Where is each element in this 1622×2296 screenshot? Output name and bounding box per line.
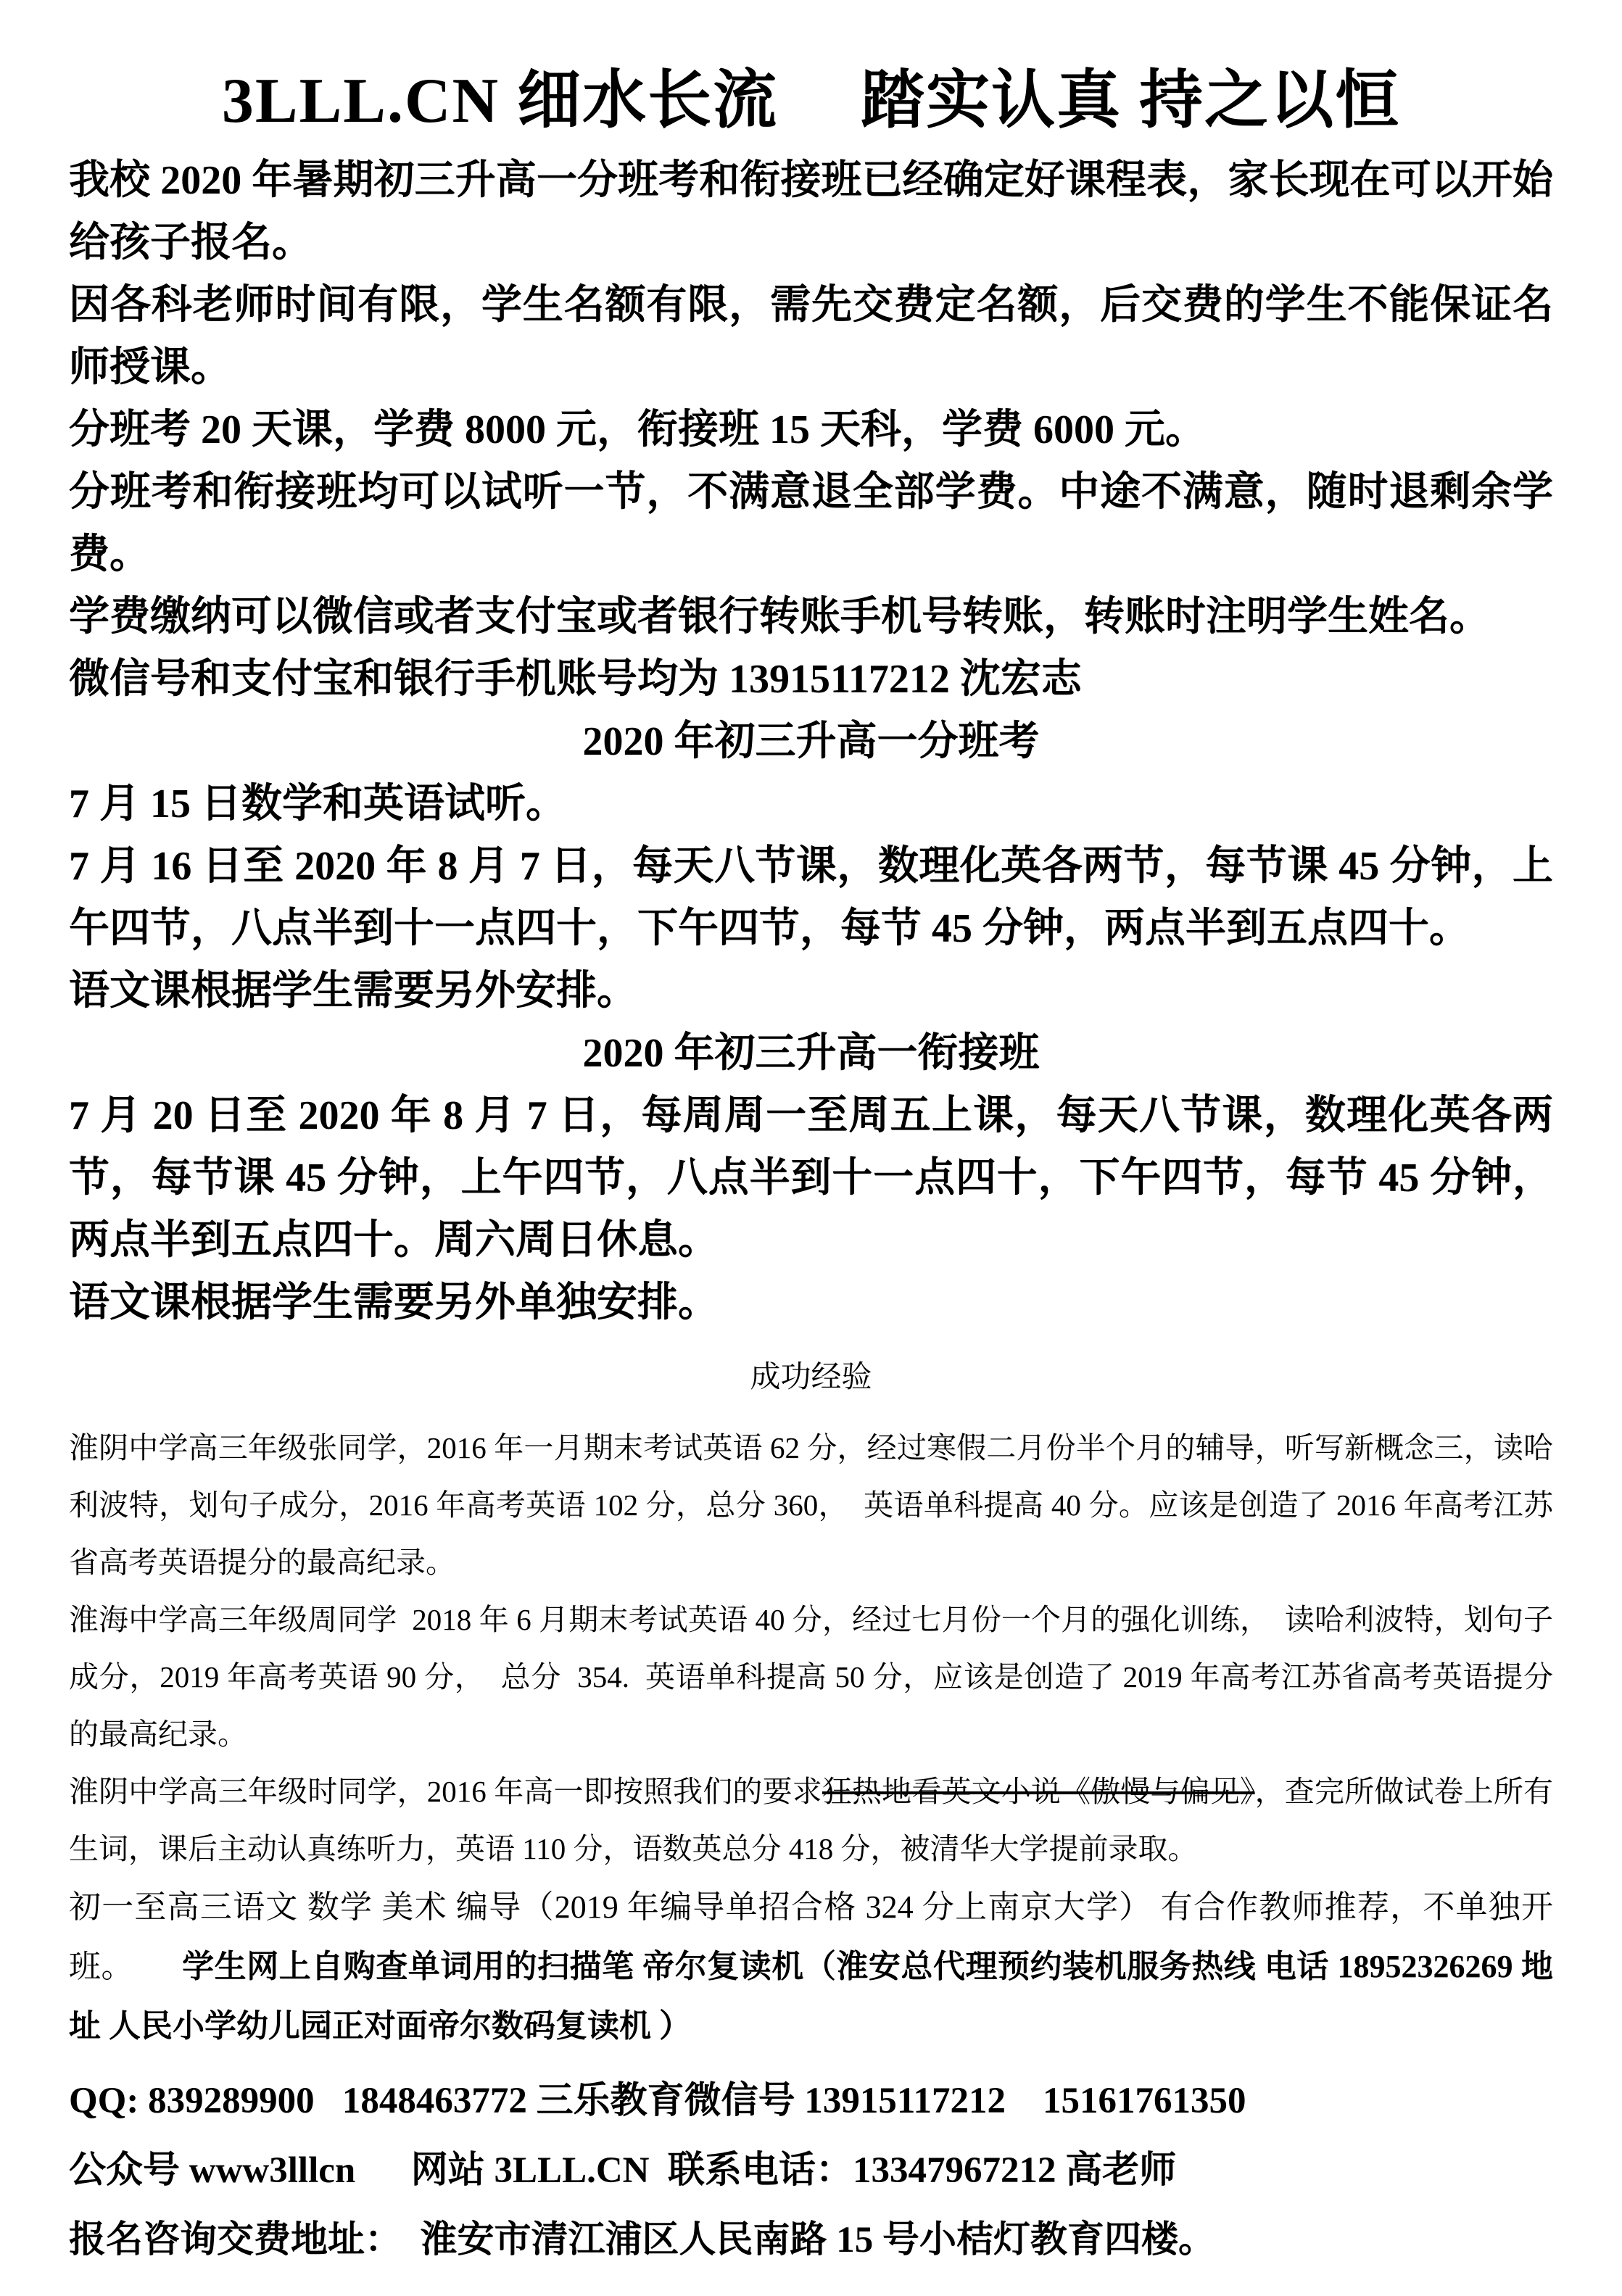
text-run: 初一至高三语文 数学 美术 编导（2019 年编导单招合格 324 分上南京大学） 有合作教师推荐，不单独开班。 [69,1889,1553,1984]
bold-text-run: QQ: 839289900 1848463772 [69,2081,537,2121]
text-run: 淮阴中学高三年级张同学，2016 年一月期末考试英语 62 分，经过寒假二月份半个月的辅导，听写新概念三，读哈利波特，划句子成分，2016 年高考英语 102 分，总分 360， 英语单科提高 40 分。应该是创造了 2016 年高考江苏省高考英语提分的最高纪录。 [69,1431,1553,1579]
intro-paragraph: 学费缴纳可以微信或者支付宝或者银行转账手机号转账，转账时注明学生姓名。 [69,594,1490,639]
text-run: 淮海中学高三年级周同学 2018 年 6 月期末考试英语 40 分，经过七月份一个月的强化训练， 读哈利波特，划句子成分，2019 年高考英语 90 分， 总分 354. 英语单科提高 50 分，应该是创造了 2019 年高考江苏省高考英语提分的最高纪录。 [69,1603,1553,1751]
success-stories-heading: 成功经验 [750,1361,872,1394]
body-paragraph: 7 月 15 日数学和英语试听。 [69,782,566,826]
intro-section [69,149,1553,710]
success-story-paragraph [69,1591,1553,1763]
text-run: 公众号 [69,2150,189,2191]
body-paragraph: 语文课根据学生需要另外安排。 [69,969,637,1014]
body-paragraph: 语文课根据学生需要另外单独安排。 [69,1280,719,1325]
contact-line [69,2066,1553,2136]
text-run: ，查完所做试卷上所有生词，课后主动认真练听力，英语 110 分，语数英总分 418 分，被清华大学提前录取。 [69,1775,1553,1865]
contact-line [69,2136,1553,2205]
strikethrough-text: 狂热地看英文小说《傲慢与偏见》 [822,1775,1255,1808]
intro-paragraph: 分班考和衔接班均可以试听一节，不满意退全部学费。中途不满意，随时退剩余学费。 [69,470,1553,577]
placement-exam-section [69,773,1553,1022]
success-story-paragraph [69,1763,1553,1878]
success-stories-section [69,1420,1553,1878]
bold-text-run: 报名咨询交费地址： 淮安市清江浦区人民南路 15 号小桔灯教育四楼。 [69,2220,1216,2260]
page-title: 3LLL.CN 细水长流 踏实认真 持之以恒 [221,66,1401,136]
text-run: 三乐教育微信号 [536,2081,805,2121]
text-run: 网站 [355,2150,495,2191]
bridge-class-section [69,1085,1553,1334]
intro-paragraph: 我校 2020 年暑期初三升高一分班考和衔接班已经确定好课程表，家长现在可以开始给孩子报名。 [69,158,1553,265]
intro-paragraph: 微信号和支付宝和银行手机账号均为 13915117212 沈宏志 [69,657,1082,702]
bold-text-run: 学生网上自购查单词用的扫描笔 帝尔复读机（淮安总代理预约装机服务热线 电话 18952326269 地址 人民小学幼儿园正对面帝尔数码复读机 ） [69,1949,1553,2044]
intro-paragraph: 分班考 20 天课，学费 8000 元，衔接班 15 天科，学费 6000 元。 [69,407,1206,452]
intro-paragraph: 因各科老师时间有限，学生名额有限，需先交费定名额，后交费的学生不能保证名师授课。 [69,283,1553,390]
section-heading-placement-exam: 2020 年初三升高一分班考 [582,719,1040,764]
bold-text-run: 13915117212 15161761350 [804,2081,1246,2121]
body-paragraph: 7 月 20 日至 2020 年 8 月 7 日，每周周一至周五上课，每天八节课，数理化英各两节，每节课 45 分钟，上午四节，八点半到十一点四十，下午四节，每节 45 分钟，两点半到五点四十。周六周日休息。 [69,1093,1553,1263]
section-heading-bridge-class: 2020 年初三升高一衔接班 [582,1031,1040,1076]
bold-text-run: www3lllcn [189,2150,356,2191]
contact-line [69,2205,1553,2275]
courses-and-products-paragraph [69,1878,1553,2056]
text-run: 淮阴中学高三年级时同学，2016 年高一即按照我们的要求 [69,1775,822,1808]
body-paragraph: 7 月 16 日至 2020 年 8 月 7 日，每天八节课，数理化英各两节，每节课 45 分钟，上午四节，八点半到十一点四十，下午四节，每节 45 分钟，两点半到五点四十。 [69,844,1553,951]
bold-text-run: 3LLL.CN 联系电话：13347967212 高老师 [494,2150,1177,2191]
contact-info-section [69,2066,1553,2275]
success-story-paragraph [69,1420,1553,1591]
